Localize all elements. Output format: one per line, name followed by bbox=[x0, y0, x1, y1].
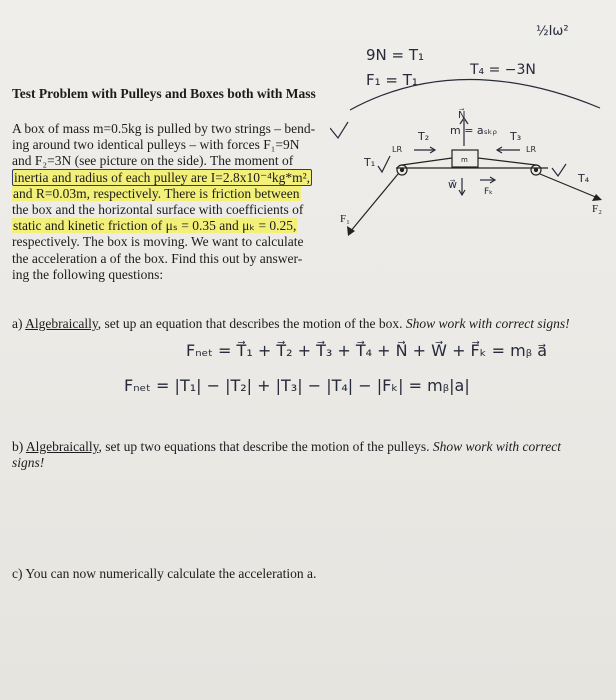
question-b: b) Algebraically, set up two equations that describe the motion of the pulleys. Show work with correct signs! bbox=[12, 439, 562, 470]
problem-statement bbox=[12, 121, 344, 283]
label-f1: F₁ bbox=[340, 213, 350, 225]
label-friction: Fₖ bbox=[484, 187, 494, 197]
handwritten-rotational-ke: ½Iω² bbox=[536, 24, 569, 39]
handwritten-net-force-magnitude: Fₙₑₜ = |T₁| − |T₂| + |T₃| − |T₄| − |Fₖ| = mᵦ|a| bbox=[124, 376, 470, 395]
question-c: c) You can now numerically calculate the acceleration a. bbox=[12, 566, 317, 581]
label-t3: T₃ bbox=[510, 130, 522, 143]
label-f2: F₂ bbox=[592, 203, 602, 215]
handwritten-eq-f1: F₁ = T₁ bbox=[366, 71, 418, 89]
handwritten-eq-9n: 9N = T₁ bbox=[366, 46, 425, 64]
label-box-mass: m bbox=[461, 156, 468, 164]
problem-line: A box of mass m=0.5kg is pulled by two strings – bend- bbox=[12, 121, 316, 136]
problem-line: the acceleration a of the box. Find this out by answer- bbox=[12, 250, 303, 266]
problem-line: ing the following questions: bbox=[12, 266, 164, 282]
pulley-diagram bbox=[330, 0, 616, 260]
handwritten-mass-note: m = aₛₖᵨ bbox=[450, 124, 497, 137]
handwritten-net-force-vector: Fₙₑₜ = T⃗₁ + T⃗₂ + T⃗₃ + T⃗₄ + N⃗ + W⃗ + F⃗ₖ = mᵦ a⃗ bbox=[186, 341, 548, 360]
problem-title: Test Problem with Pulleys and Boxes both with Mass bbox=[12, 86, 316, 101]
problem-line: ing around two identical pulleys – with forces F₁=9N bbox=[12, 137, 300, 153]
label-t4: T₄ bbox=[578, 172, 590, 185]
label-normal: N⃗ bbox=[458, 110, 466, 121]
label-lr-right: LR bbox=[526, 145, 537, 154]
label-t2: T₂ bbox=[418, 130, 430, 143]
f1-string bbox=[350, 174, 398, 232]
label-weight: w⃗ bbox=[448, 178, 457, 191]
label-lr-left: LR bbox=[392, 145, 403, 154]
problem-line: the box and the horizontal surface with coefficients of bbox=[12, 202, 304, 218]
problem-line: and F₂=3N (see picture on the side). The moment of bbox=[12, 153, 294, 169]
problem-line: inertia and radius of each pulley are I=2.8x10⁻⁴kg*m², bbox=[14, 169, 311, 185]
f2-string bbox=[540, 174, 598, 198]
handwritten-eq-t4: T₄ = −3N bbox=[470, 62, 536, 78]
label-t1: T₁ bbox=[364, 156, 376, 169]
problem-line: static and kinetic friction of μₛ = 0.35 and μₖ = 0.25, bbox=[13, 218, 297, 234]
problem-line: respectively. The box is moving. We want to calculate bbox=[12, 234, 304, 250]
question-a: a) Algebraically, set up an equation that describes the motion of the box. Show work with correct signs! bbox=[12, 316, 570, 331]
problem-line: and R=0.03m, respectively. There is friction between bbox=[13, 185, 300, 201]
